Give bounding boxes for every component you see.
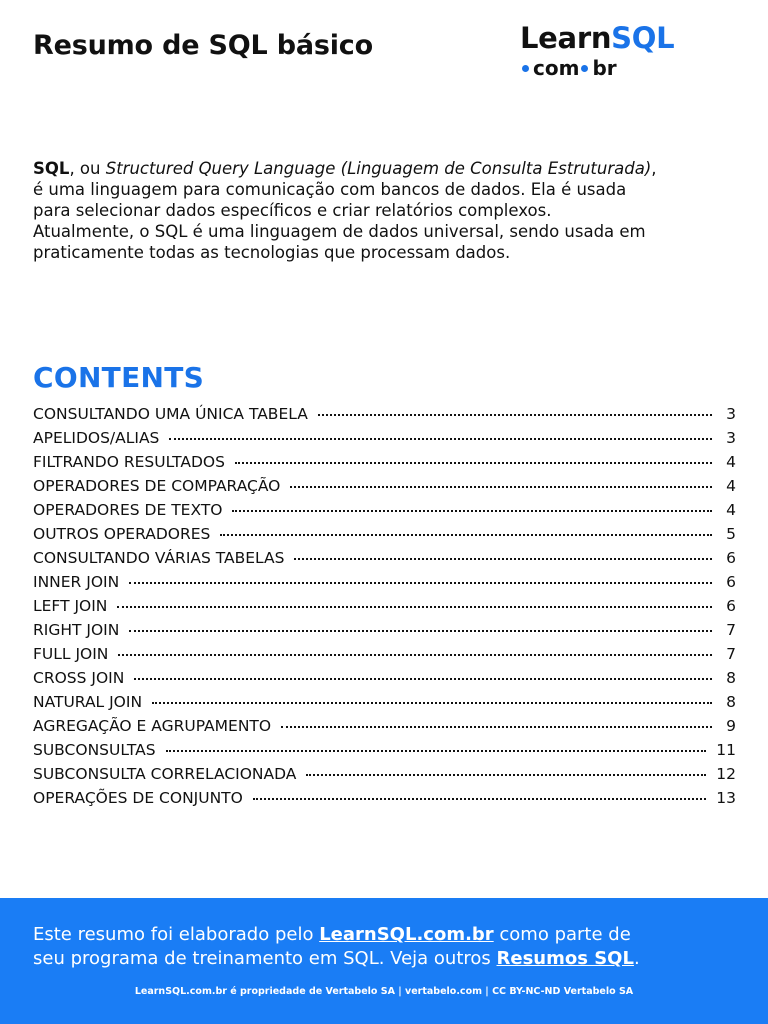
- toc-item[interactable]: [33, 738, 736, 762]
- footer-legal-notice: LearnSQL.com.br é propriedade de Vertabelo SA | vertabelo.com | CC BY-NC-ND Vertabelo SA: [134, 986, 634, 997]
- toc-item-label: INNER JOIN: [33, 573, 120, 591]
- toc-item[interactable]: [33, 618, 736, 642]
- toc-item[interactable]: [33, 594, 736, 618]
- toc-item-page: 9: [726, 717, 736, 735]
- toc-leader: [129, 630, 712, 632]
- toc-item-page: 4: [726, 501, 736, 519]
- toc-item-label: AGREGAÇÃO E AGRUPAMENTO: [33, 717, 272, 735]
- toc-leader: [134, 678, 712, 680]
- toc-leader: [129, 582, 712, 584]
- toc-item-label: SUBCONSULTA CORRELACIONADA: [33, 765, 297, 783]
- toc-item[interactable]: [33, 450, 736, 474]
- intro-line-2: é uma linguagem para comunicação com bancos de dados. Ela é usada: [33, 180, 627, 199]
- toc-item-page: 4: [726, 477, 736, 495]
- toc-item-label: CONSULTANDO VÁRIAS TABELAS: [33, 549, 285, 567]
- footer-banner: [0, 898, 768, 1024]
- toc-item-page: 4: [726, 453, 736, 471]
- learnsql-logo[interactable]: [520, 20, 740, 80]
- toc-item[interactable]: [33, 714, 736, 738]
- intro-sql-term: SQL: [33, 159, 70, 178]
- toc-item-label: APELIDOS/ALIAS: [33, 429, 160, 447]
- toc-item-label: FILTRANDO RESULTADOS: [33, 453, 225, 471]
- toc-item-label: RIGHT JOIN: [33, 621, 120, 639]
- contents-heading: CONTENTS: [33, 361, 205, 394]
- footer-text: Este resumo foi elaborado pelo: [33, 924, 320, 945]
- toc-item-label: OPERADORES DE TEXTO: [33, 501, 223, 519]
- learnsql-link[interactable]: LearnSQL.com.br: [319, 924, 494, 945]
- toc-item-page: 6: [726, 549, 736, 567]
- logo-learn-text: Learn: [520, 21, 612, 55]
- toc-item[interactable]: [33, 426, 736, 450]
- table-of-contents: [33, 402, 736, 810]
- footer-message: [33, 923, 743, 971]
- toc-item-page: 8: [726, 669, 736, 687]
- intro-italic-term: Structured Query Language (Linguagem de Consulta Estruturada): [105, 159, 652, 178]
- logo-br-text: br: [592, 56, 617, 80]
- toc-item-label: OPERAÇÕES DE CONJUNTO: [33, 789, 243, 807]
- intro-text: , ou: [69, 159, 106, 178]
- toc-item[interactable]: [33, 570, 736, 594]
- toc-item-page: 11: [716, 741, 736, 759]
- toc-item-label: CONSULTANDO UMA ÚNICA TABELA: [33, 405, 308, 423]
- toc-item[interactable]: [33, 474, 736, 498]
- intro-line-1: [33, 158, 733, 179]
- toc-leader: [166, 750, 707, 752]
- logo-com-text: com: [533, 56, 580, 80]
- toc-item[interactable]: [33, 498, 736, 522]
- toc-item-label: CROSS JOIN: [33, 669, 125, 687]
- toc-leader: [294, 558, 712, 560]
- intro-paragraph: [33, 158, 733, 263]
- toc-item-label: SUBCONSULTAS: [33, 741, 156, 759]
- toc-leader: [318, 414, 712, 416]
- footer-text: seu programa de treinamento em SQL. Veja outros: [33, 948, 497, 969]
- toc-item-page: 6: [726, 597, 736, 615]
- toc-leader: [235, 462, 712, 464]
- logo-sql-text: SQL: [611, 21, 675, 55]
- toc-leader: [117, 606, 712, 608]
- page-title: Resumo de SQL básico: [33, 30, 373, 61]
- toc-leader: [169, 438, 712, 440]
- toc-item-page: 3: [726, 405, 736, 423]
- toc-item-page: 8: [726, 693, 736, 711]
- logo-dot-icon: [581, 65, 588, 72]
- toc-item-page: 7: [726, 621, 736, 639]
- toc-leader: [253, 798, 706, 800]
- toc-item-label: OPERADORES DE COMPARAÇÃO: [33, 477, 281, 495]
- toc-item-label: FULL JOIN: [33, 645, 109, 663]
- toc-leader: [290, 486, 712, 488]
- toc-item-page: 6: [726, 573, 736, 591]
- toc-item-page: 13: [716, 789, 736, 807]
- logo-dot-icon: [522, 65, 529, 72]
- footer-line-1: [33, 923, 743, 947]
- toc-item-page: 12: [716, 765, 736, 783]
- intro-line-3: para selecionar dados específicos e criar relatórios complexos.: [33, 201, 552, 220]
- toc-item-page: 5: [726, 525, 736, 543]
- toc-item[interactable]: [33, 546, 736, 570]
- footer-text: como parte de: [493, 924, 631, 945]
- toc-item[interactable]: [33, 690, 736, 714]
- toc-leader: [220, 534, 712, 536]
- toc-item[interactable]: [33, 402, 736, 426]
- toc-item-page: 7: [726, 645, 736, 663]
- toc-item[interactable]: [33, 786, 736, 810]
- toc-leader: [306, 774, 706, 776]
- toc-item-label: NATURAL JOIN: [33, 693, 143, 711]
- toc-item-label: LEFT JOIN: [33, 597, 108, 615]
- logo-domain: [520, 56, 617, 80]
- toc-item-page: 3: [726, 429, 736, 447]
- toc-leader: [152, 702, 712, 704]
- intro-line-4: Atualmente, o SQL é uma linguagem de dados universal, sendo usada em: [33, 222, 646, 241]
- toc-item[interactable]: [33, 666, 736, 690]
- logo-wordmark: [520, 20, 674, 56]
- toc-item[interactable]: [33, 642, 736, 666]
- intro-line-5: praticamente todas as tecnologias que processam dados.: [33, 243, 511, 262]
- toc-item[interactable]: [33, 762, 736, 786]
- toc-item-label: OUTROS OPERADORES: [33, 525, 211, 543]
- toc-leader: [232, 510, 712, 512]
- toc-item[interactable]: [33, 522, 736, 546]
- resumos-sql-link[interactable]: Resumos SQL: [496, 948, 634, 969]
- footer-line-2: [33, 947, 743, 971]
- toc-leader: [118, 654, 712, 656]
- toc-leader: [281, 726, 712, 728]
- intro-text: ,: [651, 159, 657, 178]
- footer-text: .: [633, 948, 640, 969]
